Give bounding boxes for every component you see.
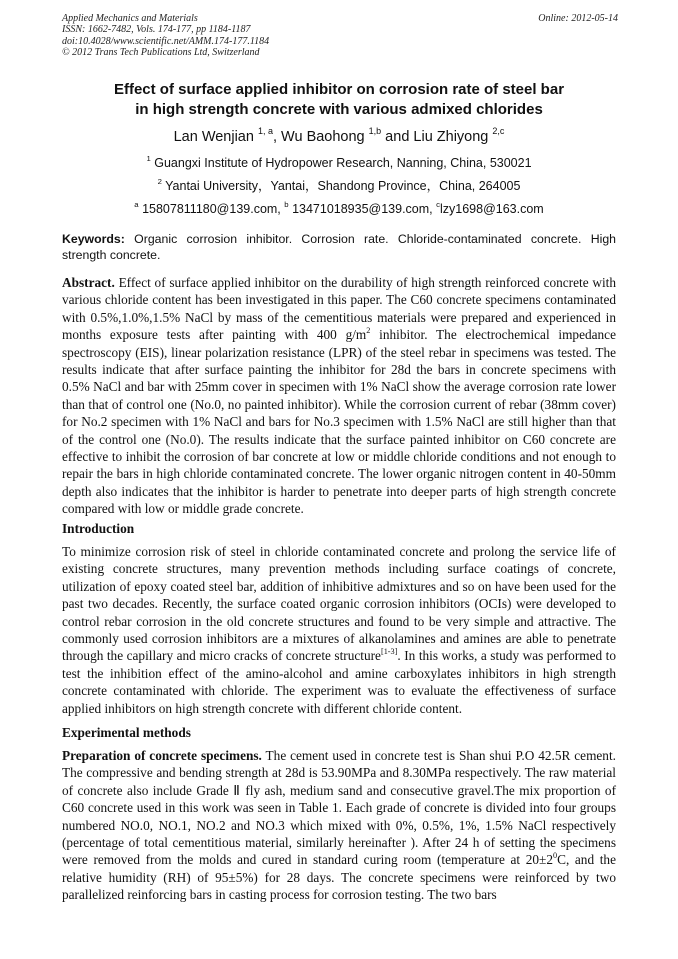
online-date: Online: 2012-05-14	[538, 13, 618, 24]
author-2: Wu Baohong	[281, 129, 365, 145]
author-1: Lan Wenjian	[173, 129, 254, 145]
affiliation-1-marker: 1	[146, 154, 151, 164]
author-separator: and	[381, 129, 414, 145]
introduction-heading: Introduction	[62, 521, 135, 536]
title-line-1: Effect of surface applied inhibitor on corrosion rate of steel bar	[113, 81, 565, 98]
affiliation-1-text: Guangxi Institute of Hydropower Research, Nanning, China, 530021	[154, 156, 532, 170]
journal-name: Applied Mechanics and Materials	[62, 13, 198, 24]
author-1-affil: 1, a	[257, 126, 273, 137]
affiliation-2	[62, 179, 616, 194]
abstract	[62, 274, 616, 518]
email-a-marker: a	[134, 200, 139, 210]
author-list	[62, 128, 616, 146]
email-c-marker: c	[436, 200, 440, 210]
introduction-body	[62, 543, 616, 717]
copyright-line: © 2012 Trans Tech Publications Ltd, Switzerland	[62, 47, 260, 59]
keywords-text: Organic corrosion inhibitor. Corrosion rate. Chloride-contaminated concrete. High strength concrete.	[62, 232, 616, 262]
author-2-affil: 1,b	[368, 126, 382, 137]
introduction-text-cont: . In this works, a study was performed to test the inhibition effect of the amino-alcohol and amine carboxylates inhibitors in high strength concrete contaminated with chloride. The experiment was to evaluate the effectiveness of surface applied inhibitors on high strength concrete with different chloride content.	[62, 648, 616, 716]
author-3: Liu Zhiyong	[413, 129, 489, 145]
abstract-text-cont: inhibitor. The electrochemical impedance spectroscopy (EIS), linear polarization resistance (LPR) of the steel rebar in specimens was tested. The results indicate that after surface painting the inhibitor for 28d the bars in concrete specimens with 0.5% NaCl and bar with 25mm cover in specimen with 1% NaCl show the average corrosion rate lower than that of control one (No.0, no painted inhibitor). While the corrosion current of rebar (38mm cover) for No.2 specimen with 1% NaCl and bars for No.3 specimen with 1.5% NaCl are still higher than that of the control one (No.0). The results indicate that the surface painted inhibitor on C60 concrete are effective to inhibit the corrosion of bar concrete at low or middle chloride conditions and not enough to repair the bars in high chloride contaminated concrete. The lower organic nitrogen content in 40-50mm depth also indicates that the inhibitor is harder to penetrate into deeper parts of high strength concrete compared with low or middle grade concrete.	[62, 327, 616, 517]
email-line	[62, 202, 616, 217]
degree-superscript: 0	[552, 851, 558, 861]
abstract-text: Effect of surface applied inhibitor on the durability of high strength reinforced concrete with various chloride content has been investigated in this paper. The C60 concrete specimens contaminated with 0.5%,1.0%,1.5% NaCl by mass of the cementitious materials were prepared and experienced in months exposure tests after painting with 400 g/m	[62, 275, 616, 343]
author-separator: ,	[272, 129, 282, 145]
journal-header	[62, 13, 618, 59]
experimental-text-cont: C, and the relative humidity (RH) of 95±5%) for 28 days. The concrete specimens were reinforced by two parallelized reinforcing bars in casting process for corrosion testing. The two bars	[62, 852, 616, 903]
paper-title	[62, 80, 616, 120]
experimental-body	[62, 747, 616, 904]
experimental-text: The cement used in concrete test is Shan shui P.O 42.5R cement. The compressive and bending strength at 28d is 53.90MPa and 8.30MPa respectively. The raw material of concrete also include Grade Ⅱ fly ash, medium sand and consecutive gravel.The mix proportion of C60 concrete used in this work was seen in Table 1. Each grade of concrete is divided into four groups numbered NO.0, NO.1, NO.2 and NO.3 which mixed with 0%, 0.5%, 1%, 1.5% NaCl respectively (percentage of total cementitious material, similarly hereinafter ). After 24 h of setting the specimens were removed from the molds and cured in standard curing room (temperature at 20±2	[62, 748, 616, 868]
title-line-2: in high strength concrete with various admixed chlorides	[135, 101, 543, 118]
affiliation-2-text: Yantai University，Yantai，Shandong Province，China, 264005	[165, 179, 521, 193]
citation-ref: [1-3]	[380, 647, 398, 657]
email-b-marker: b	[284, 200, 289, 210]
keywords	[62, 232, 616, 263]
email-b: 13471018935@139.com,	[292, 202, 437, 216]
author-3-affil: 2,c	[492, 126, 505, 137]
issn-line: ISSN: 1662-7482, Vols. 174-177, pp 1184-1187	[62, 24, 251, 36]
subsection-label: Preparation of concrete specimens.	[62, 748, 262, 763]
introduction-text: To minimize corrosion risk of steel in chloride contaminated concrete and prolong the service life of existing concrete structures, many prevention methods including surface coatings of concrete, utilization of epoxy coated steel bar, addition of inhibitive admixtures and so on have been used for the past two decades. Recently, the surface coated organic corrosion inhibitors (OCIs) were developed to control rebar corrosion in the old concrete structures and found to be very simple and attractive. The commonly used corrosion inhibitors are a mixtures of alkanolamines and amines are able to penetrate through the capillary and micro cracks of concrete structure	[62, 544, 616, 664]
affiliation-2-marker: 2	[157, 177, 162, 187]
abstract-superscript: 2	[366, 325, 371, 335]
affiliation-1	[62, 156, 616, 171]
keywords-label: Keywords:	[62, 232, 125, 246]
abstract-label: Abstract.	[62, 275, 115, 290]
email-a: 15807811180@139.com,	[142, 202, 285, 216]
doi-line: doi:10.4028/www.scientific.net/AMM.174-177.1184	[62, 35, 270, 47]
experimental-heading: Experimental methods	[62, 725, 191, 740]
email-c: lzy1698@163.com	[440, 202, 544, 216]
